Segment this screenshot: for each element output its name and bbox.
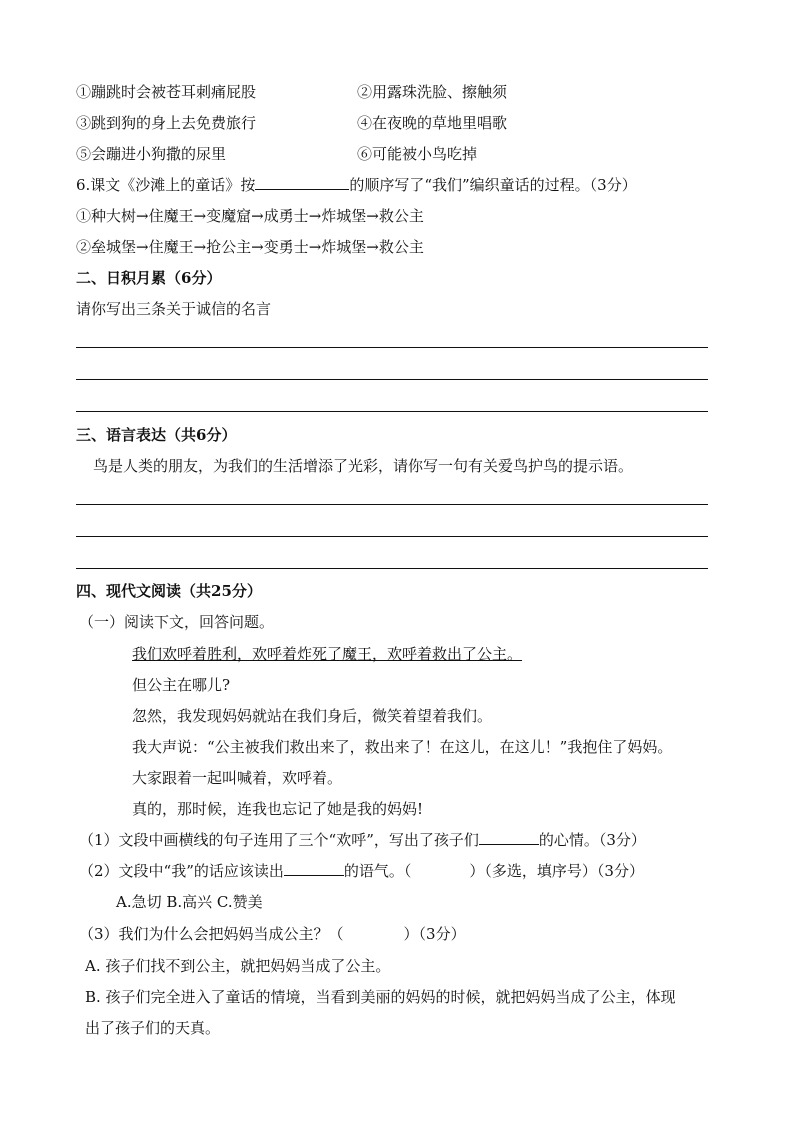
option-2: ②用露珠洗脸、擦触须 <box>357 83 508 101</box>
option-3: ③跳到狗的身上去免费旅行 <box>76 114 257 132</box>
answer-line[interactable] <box>76 504 708 505</box>
answer-line[interactable] <box>76 568 708 569</box>
sub-question-3-option-b-cont: 出了孩子们的天真。 <box>85 1019 221 1037</box>
option-5: ⑤会蹦进小狗撒的尿里 <box>76 145 227 163</box>
answer-line[interactable] <box>76 536 708 537</box>
answer-line[interactable] <box>76 379 708 380</box>
sub-question-1-suffix: 的心情。（3分） <box>538 831 646 849</box>
section-3-title: 三、语言表达（共6分） <box>76 426 237 444</box>
answer-blank[interactable] <box>255 175 349 190</box>
sub-question-3 <box>79 924 466 944</box>
question-6-suffix: 的顺序写了“我们”编织童话的过程。（3分） <box>349 176 637 194</box>
option-1: ①蹦跳时会被苍耳刺痛屁股 <box>76 83 257 101</box>
sub-question-2-tail: ）（多选，填序号）（3分） <box>469 862 644 880</box>
sub-question-1-prefix: （1）文段中画横线的句子连用了三个“欢呼”，写出了孩子们 <box>79 831 479 849</box>
sub-question-2-suffix: 的语气。（ <box>343 862 412 880</box>
reading-intro: （一）阅读下文，回答问题。 <box>79 613 275 631</box>
sub-question-3-prefix: （3）我们为什么会把妈妈当成公主？（ <box>79 925 344 943</box>
passage-paragraph: 大家跟着一起叫喊着，欢呼着。 <box>132 769 343 787</box>
sub-question-2-choices: A.急切 B.高兴 C.赞美 <box>116 893 263 911</box>
question-6-option-2: ②垒城堡→住魔王→抢公主→变勇士→炸城堡→救公主 <box>76 238 424 256</box>
sub-question-3-tail: ）（3分） <box>403 925 466 943</box>
section-3-prompt: 鸟是人类的朋友，为我们的生活增添了光彩，请你写一句有关爱鸟护鸟的提示语。 <box>93 457 634 475</box>
passage-paragraph: 真的，那时候，连我也忘记了她是我的妈妈! <box>132 800 424 818</box>
answer-line[interactable] <box>76 347 708 348</box>
answer-blank[interactable] <box>284 861 344 876</box>
option-4: ④在夜晚的草地里唱歌 <box>357 114 508 132</box>
sub-question-3-option-b: B. 孩子们完全进入了童话的情境，当看到美丽的妈妈的时候，就把妈妈当成了公主，体现 <box>85 988 676 1006</box>
passage-underlined-sentence: 我们欢呼着胜利，欢呼着炸死了魔王，欢呼着救出了公主。 <box>132 645 523 663</box>
option-6: ⑥可能被小鸟吃掉 <box>357 145 478 163</box>
answer-line[interactable] <box>76 411 708 412</box>
sub-question-2-prefix: （2）文段中“我”的话应该读出 <box>79 862 284 880</box>
section-2-title: 二、日积月累（6分） <box>76 269 222 287</box>
passage-paragraph: 我大声说：“公主被我们救出来了，救出来了！在这儿，在这儿！”我抱住了妈妈。 <box>132 738 673 756</box>
sub-question-1 <box>79 830 646 850</box>
sub-question-2 <box>79 861 644 881</box>
answer-blank[interactable] <box>479 830 539 845</box>
section-2-prompt: 请你写出三条关于诚信的名言 <box>76 300 272 318</box>
section-4-title: 四、现代文阅读（共25分） <box>76 582 262 600</box>
sub-question-3-option-a: A. 孩子们找不到公主，就把妈妈当成了公主。 <box>85 957 391 975</box>
passage-paragraph: 忽然，我发现妈妈就站在我们身后，微笑着望着我们。 <box>132 707 493 725</box>
question-6-prefix: 6.课文《沙滩上的童话》按 <box>76 176 256 194</box>
question-6-option-1: ①种大树→住魔王→变魔窟→成勇士→炸城堡→救公主 <box>76 207 424 225</box>
question-6 <box>76 175 637 195</box>
passage-paragraph: 但公主在哪儿? <box>132 676 231 694</box>
